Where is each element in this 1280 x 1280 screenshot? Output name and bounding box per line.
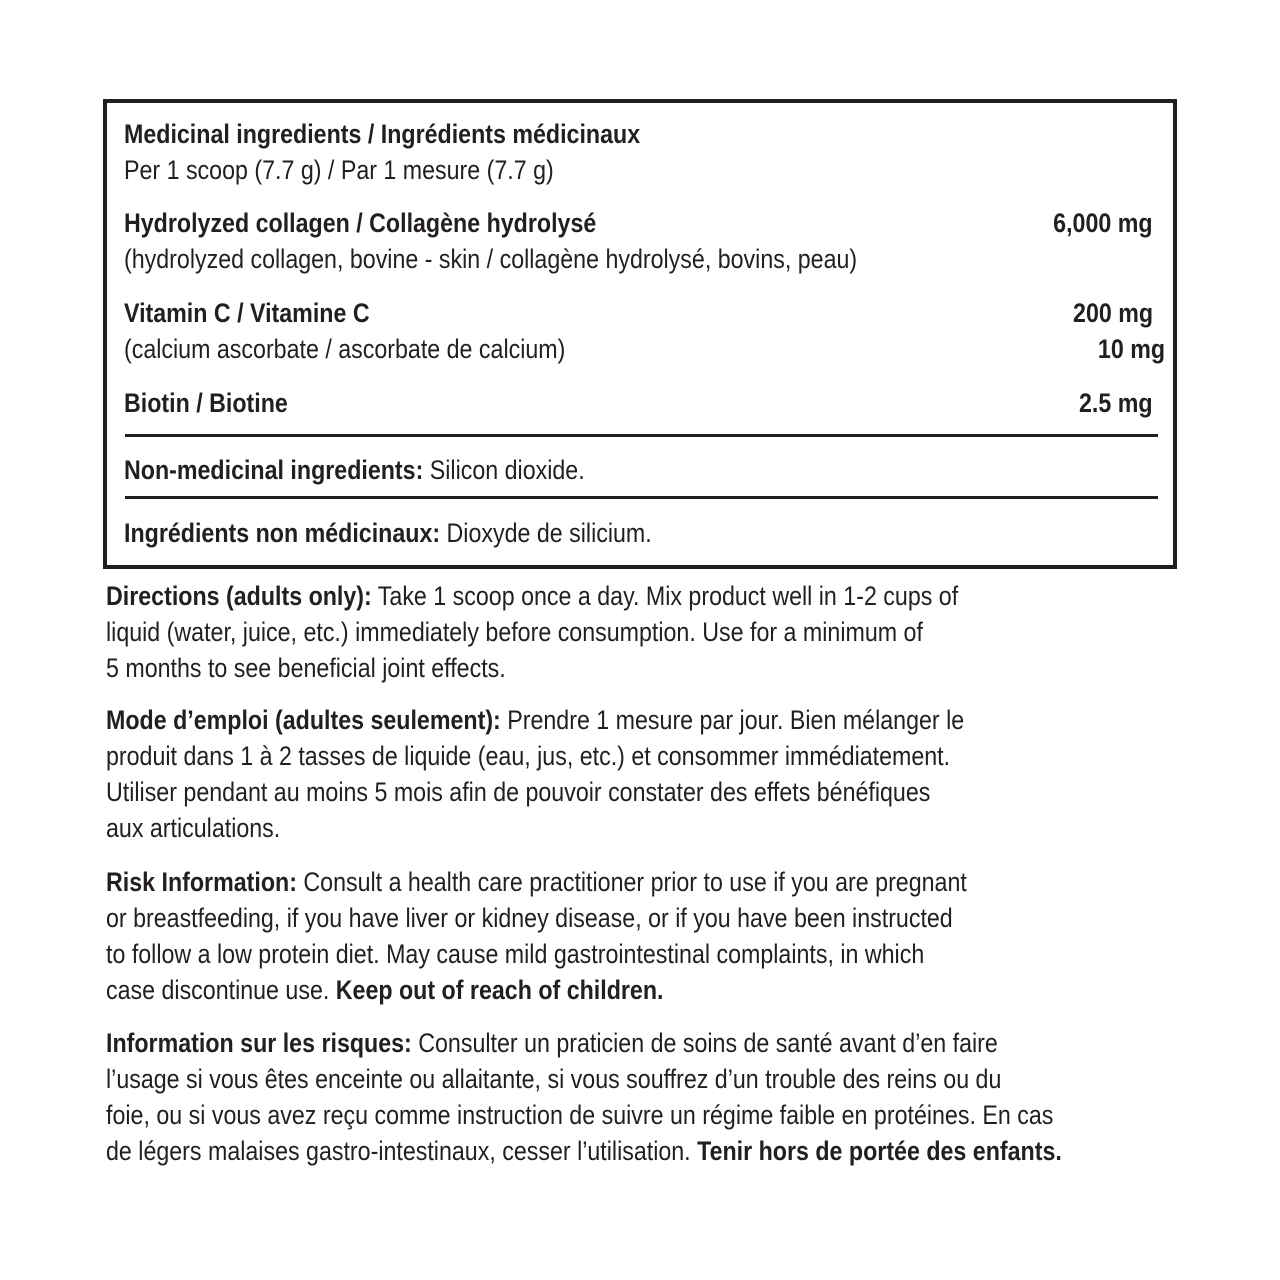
ingredient-name-collagen: Hydrolyzed collagen / Collagène hydrolysé: [124, 208, 597, 238]
divider-rule: [125, 496, 1158, 499]
non-medicinal-fr: [124, 517, 652, 549]
paragraph-line: l’usage si vous êtes enceinte ou allaitante, si vous souffrez d’un trouble des reins ou du: [106, 1064, 1002, 1094]
paragraph-line: liquid (water, juice, etc.) immediately before consumption. Use for a minimum of: [106, 617, 923, 647]
ingredient-amount-collagen: 6,000 mg: [1053, 208, 1153, 238]
paragraph-line: foie, ou si vous avez reçu comme instruction de suivre un régime faible en protéines. En cas: [106, 1100, 1054, 1130]
paragraph-text: Consulter un praticien de soins de santé avant d’en faire: [411, 1028, 998, 1058]
children-warning-fr: Tenir hors de portée des enfants.: [697, 1136, 1062, 1166]
ingredient-source-collagen: (hydrolyzed collagen, bovine - skin / collagène hydrolysé, bovins, peau): [124, 244, 858, 274]
paragraph-line: Utiliser pendant au moins 5 mois afin de pouvoir constater des effets bénéfiques: [106, 777, 931, 807]
paragraph-line: 5 months to see beneficial joint effects.: [106, 653, 506, 683]
risk-information-en: [106, 864, 1107, 1008]
paragraph-line: to follow a low protein diet. May cause mild gastrointestinal complaints, in which: [106, 939, 925, 969]
serving-size: Per 1 scoop (7.7 g) / Par 1 mesure (7.7 g): [124, 155, 554, 185]
paragraph-text: Take 1 scoop once a day. Mix product well in 1-2 cups of: [371, 581, 959, 611]
paragraph-line: produit dans 1 à 2 tasses de liquide (eau, jus, etc.) et consommer immédiatement.: [106, 741, 951, 771]
ingredients-box: [103, 99, 1177, 569]
ingredient-name-vitamin-c: Vitamin C / Vitamine C: [124, 298, 370, 328]
paragraph-line: [106, 1025, 1062, 1061]
paragraph-line: [106, 864, 967, 900]
ingredient-amount-vitamin-c: 200 mg: [1072, 298, 1153, 328]
paragraph-line: [106, 578, 958, 614]
ingredient-amount-biotin: 2.5 mg: [1079, 388, 1153, 418]
risk-fr-label: Information sur les risques:: [106, 1028, 412, 1058]
paragraph-line: aux articulations.: [106, 813, 281, 843]
ingredient-source-vitamin-c: (calcium ascorbate / ascorbate de calcium): [124, 334, 566, 364]
non-medicinal-fr-label: Ingrédients non médicinaux:: [124, 518, 441, 548]
non-medicinal-en-label: Non-medicinal ingredients:: [124, 455, 424, 485]
paragraph-text: Consult a health care practitioner prior to use if you are pregnant: [296, 867, 967, 897]
ingredient-name-biotin: Biotin / Biotine: [124, 388, 288, 418]
children-warning-en: Keep out of reach of children.: [335, 975, 664, 1005]
risk-information-fr: [106, 1025, 1217, 1169]
directions-en-label: Directions (adults only):: [106, 581, 372, 611]
divider-rule: [125, 434, 1158, 437]
paragraph-text: case discontinue use.: [106, 975, 336, 1005]
risk-en-label: Risk Information:: [106, 867, 297, 897]
non-medicinal-fr-value: Dioxyde de silicium.: [440, 518, 652, 548]
directions-fr-label: Mode d’emploi (adultes seulement):: [106, 705, 501, 735]
paragraph-text: Prendre 1 mesure par jour. Bien mélanger le: [500, 705, 965, 735]
paragraph-line: [106, 702, 964, 738]
directions-fr: [106, 702, 1104, 846]
paragraph-line: or breastfeeding, if you have liver or kidney disease, or if you have been instructed: [106, 903, 953, 933]
non-medicinal-en-value: Silicon dioxide.: [423, 455, 585, 485]
paragraph-line: [106, 972, 967, 1008]
medicinal-ingredients-title: Medicinal ingredients / Ingrédients médicinaux: [124, 119, 641, 149]
ingredient-source-amount-vitamin-c: 10 mg: [1097, 334, 1165, 364]
non-medicinal-en: [124, 454, 585, 486]
paragraph-text: de légers malaises gastro-intestinaux, cesser l’utilisation.: [106, 1136, 698, 1166]
paragraph-line: [106, 1133, 1062, 1169]
directions-en: [106, 578, 1097, 686]
